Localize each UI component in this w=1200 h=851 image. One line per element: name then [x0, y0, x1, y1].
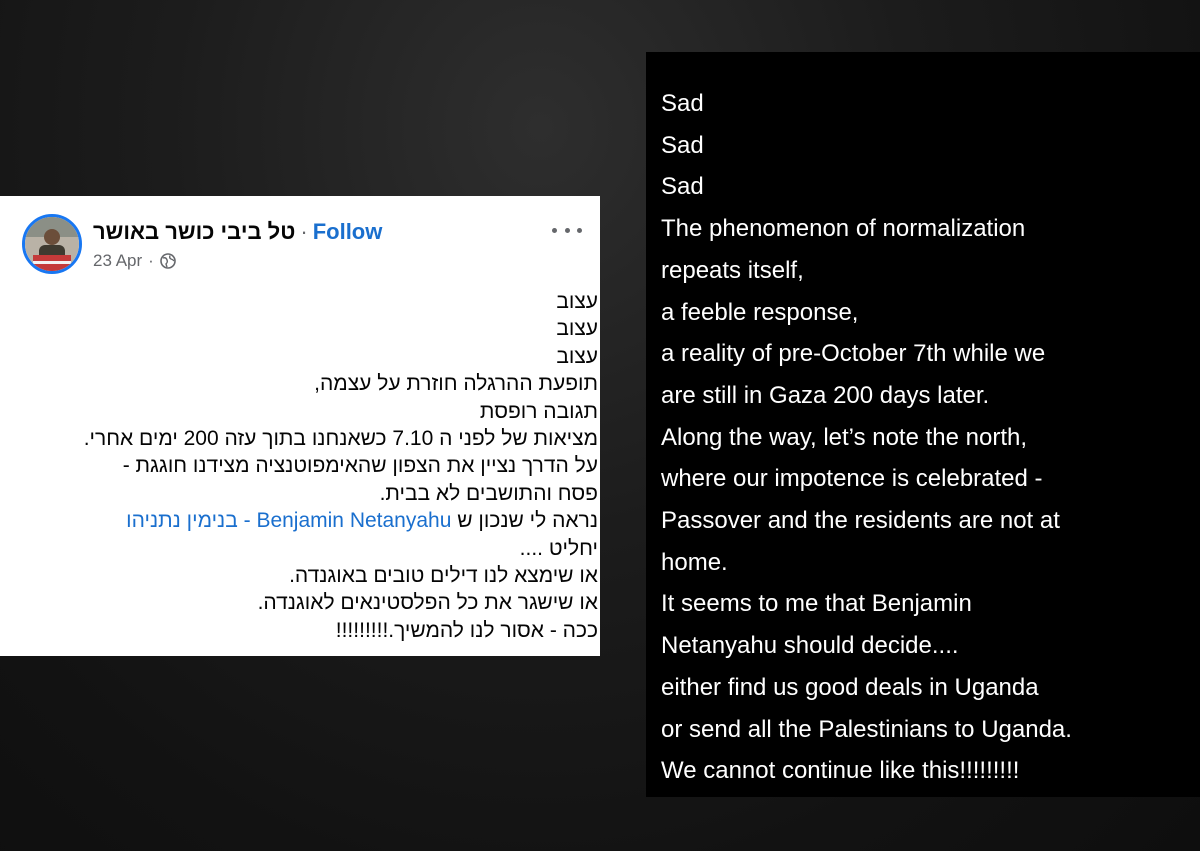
translation-line: Along the way, let’s note the north,	[661, 423, 1028, 451]
more-options-icon[interactable]	[552, 220, 582, 240]
translation-panel	[646, 52, 1200, 797]
translation-line: home.	[661, 548, 728, 576]
post-line: תגובה רופסת	[479, 399, 598, 423]
post-line: עצוב	[556, 344, 598, 368]
post-line-mention	[14, 507, 598, 534]
translation-line: We cannot continue like this!!!!!!!!!	[661, 757, 1020, 785]
translation-line: or send all the Palestinians to Uganda.	[661, 715, 1072, 743]
translation-line: Sad	[661, 173, 704, 201]
globe-icon[interactable]	[160, 253, 176, 269]
post-date[interactable]: 23 Apr	[93, 251, 143, 270]
post-line: על הדרך נציין את הצפון שהאימפוטנציה מצידנו חוגגת -	[122, 454, 598, 478]
mention-prefix: נראה לי שנכון ש	[457, 509, 598, 533]
post-line: עצוב	[556, 290, 598, 313]
post-meta	[93, 250, 176, 272]
translation-line: Passover and the residents are not at	[661, 507, 1060, 535]
more-dot	[565, 228, 570, 233]
follow-button[interactable]: Follow	[312, 219, 383, 244]
author-name[interactable]: טל ביבי כושר באושר	[93, 219, 296, 244]
translation-line: The phenomenon of normalization	[661, 215, 1026, 243]
translation-line: a feeble response,	[661, 298, 859, 326]
more-dot	[552, 228, 557, 233]
translation-line: are still in Gaza 200 days later.	[661, 381, 990, 409]
avatar-photo	[25, 217, 79, 271]
translation-line: repeats itself,	[661, 256, 804, 284]
translation-line: Sad	[661, 90, 704, 117]
post-line: או שימצא לנו דילים טובים באוגנדה.	[289, 564, 598, 588]
post-line: יחליט ....	[519, 536, 598, 560]
translation-line: Sad	[661, 131, 704, 159]
post-text	[14, 288, 598, 644]
more-dot	[577, 228, 582, 233]
post-line: עצוב	[556, 317, 598, 341]
meta-separator: ·	[148, 251, 154, 270]
post-line: או שישגר את כל הפלסטינאים לאוגנדה.	[257, 591, 598, 615]
author-avatar[interactable]	[22, 214, 82, 274]
translation-text	[661, 83, 1072, 792]
post-line: פסח והתושבים לא בבית.	[379, 481, 598, 505]
translation-line: where our impotence is celebrated -	[661, 465, 1043, 493]
translation-line: Netanyahu should decide....	[661, 632, 959, 660]
header-separator: ·	[300, 219, 308, 244]
translation-line: a reality of pre-October 7th while we	[661, 340, 1046, 368]
post-line: מציאות של לפני ה 7.10 כשאנחנו בתוך עזה 200 ימים אחרי.	[83, 427, 598, 451]
translation-line: It seems to me that Benjamin	[661, 590, 972, 618]
translation-line: either find us good deals in Uganda	[661, 673, 1039, 701]
mention-link[interactable]: Benjamin Netanyahu - בנימין נתניהו	[126, 509, 452, 533]
post-line: תופעת ההרגלה חוזרת על עצמה,	[314, 372, 598, 396]
post-line: ככה - אסור לנו להמשיך.!!!!!!!!!	[335, 618, 598, 642]
post-header	[93, 219, 382, 245]
